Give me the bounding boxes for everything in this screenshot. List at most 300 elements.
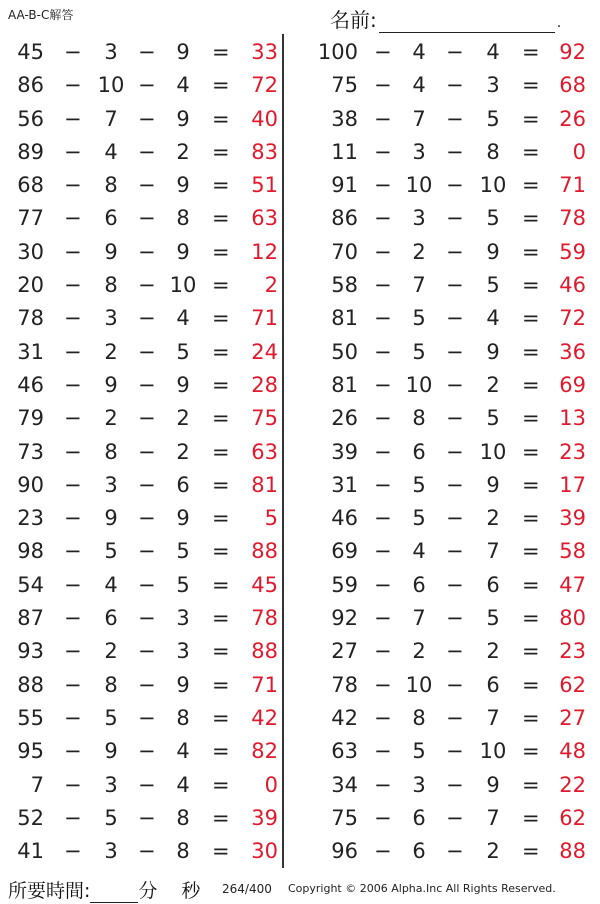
answer: 72 (559, 306, 586, 331)
answer: 78 (559, 206, 586, 231)
minuend: 75 (331, 805, 358, 830)
minuend: 55 (17, 705, 44, 730)
subtrahend-2: 2 (176, 406, 190, 431)
name-label: 名前: (330, 8, 377, 32)
subtrahend-2: 9 (176, 672, 190, 697)
minus-sign: − (138, 572, 156, 597)
subtrahend-2: 8 (486, 139, 500, 164)
equals-sign: = (212, 372, 230, 397)
seconds-blank (157, 885, 181, 903)
minus-sign: − (64, 439, 82, 464)
minus-sign: − (374, 472, 392, 497)
subtrahend-1: 5 (412, 739, 426, 764)
subtrahend-1: 4 (412, 539, 426, 564)
minus-sign: − (138, 139, 156, 164)
minuend: 75 (331, 73, 358, 98)
equals-sign: = (212, 572, 230, 597)
minuend: 96 (331, 839, 358, 864)
subtrahend-2: 5 (486, 273, 500, 298)
subtrahend-1: 8 (104, 273, 118, 298)
minus-sign: − (138, 739, 156, 764)
minus-sign: − (64, 40, 82, 64)
subtrahend-2: 6 (486, 572, 500, 597)
minutes-blank (90, 884, 138, 903)
minuend: 93 (17, 639, 44, 664)
subtrahend-1: 9 (104, 739, 118, 764)
minuend: 11 (331, 139, 358, 164)
minuend: 59 (331, 572, 358, 597)
subtrahend-2: 4 (176, 739, 190, 764)
footer (0, 874, 600, 904)
subtrahend-2: 4 (176, 772, 190, 797)
answer: 92 (559, 40, 586, 64)
equals-sign: = (212, 206, 230, 231)
subtrahend-2: 4 (486, 306, 500, 331)
subtrahend-1: 5 (412, 306, 426, 331)
minuend: 87 (17, 606, 44, 631)
subtrahend-2: 10 (479, 439, 507, 464)
answer: 59 (559, 239, 586, 264)
minus-sign: − (446, 705, 464, 730)
minuend: 81 (331, 306, 358, 331)
subtrahend-1: 2 (104, 406, 118, 431)
answer: 72 (251, 73, 278, 98)
minuend: 91 (331, 173, 358, 198)
minus-sign: − (446, 106, 464, 131)
problem-row (0, 69, 300, 102)
subtrahend-1: 8 (104, 672, 118, 697)
problem-row (300, 236, 600, 269)
answer: 48 (559, 739, 586, 764)
minus-sign: − (374, 406, 392, 431)
minuend: 27 (331, 639, 358, 664)
minuend: 73 (17, 439, 44, 464)
problem-row (300, 802, 600, 835)
minuend: 52 (17, 805, 44, 830)
equals-sign: = (212, 73, 230, 98)
minus-sign: − (374, 572, 392, 597)
subtrahend-1: 3 (412, 206, 426, 231)
minus-sign: − (374, 606, 392, 631)
equals-sign: = (212, 506, 230, 531)
subtrahend-1: 6 (412, 839, 426, 864)
problem-row (300, 402, 600, 435)
minuend: 23 (17, 506, 44, 531)
subtrahend-2: 8 (176, 705, 190, 730)
problem-row (300, 302, 600, 335)
problem-row (0, 269, 300, 302)
subtrahend-1: 5 (104, 705, 118, 730)
minuend: 46 (331, 506, 358, 531)
subtrahend-1: 7 (412, 106, 426, 131)
minus-sign: − (138, 406, 156, 431)
minus-sign: − (446, 506, 464, 531)
subtrahend-1: 6 (104, 606, 118, 631)
equals-sign: = (212, 139, 230, 164)
minus-sign: − (446, 372, 464, 397)
minuend: 45 (17, 40, 44, 64)
minus-sign: − (374, 339, 392, 364)
minus-sign: − (446, 472, 464, 497)
minus-sign: − (64, 606, 82, 631)
minus-sign: − (446, 572, 464, 597)
minus-sign: − (138, 639, 156, 664)
name-suffix: . (556, 15, 562, 31)
subtrahend-2: 7 (486, 705, 500, 730)
minus-sign: − (374, 739, 392, 764)
subtrahend-1: 6 (412, 805, 426, 830)
equals-sign: = (522, 372, 540, 397)
subtrahend-1: 5 (412, 339, 426, 364)
minus-sign: − (446, 606, 464, 631)
minus-sign: − (374, 539, 392, 564)
problem-row (300, 103, 600, 136)
minuend: 86 (331, 206, 358, 231)
page-number: 264/400 (222, 882, 272, 896)
minus-sign: − (138, 106, 156, 131)
subtrahend-1: 5 (412, 472, 426, 497)
problem-row (0, 702, 300, 735)
problem-row (0, 169, 300, 202)
minus-sign: − (138, 372, 156, 397)
subtrahend-1: 2 (104, 339, 118, 364)
minuend: 30 (17, 239, 44, 264)
minuend: 88 (17, 672, 44, 697)
minus-sign: − (138, 273, 156, 298)
subtrahend-1: 6 (104, 206, 118, 231)
subtrahend-1: 2 (412, 239, 426, 264)
minus-sign: − (374, 372, 392, 397)
answer: 33 (251, 40, 278, 64)
answer: 83 (251, 139, 278, 164)
minus-sign: − (374, 73, 392, 98)
problem-row (300, 169, 600, 202)
minuend: 63 (331, 739, 358, 764)
equals-sign: = (212, 672, 230, 697)
minuend: 56 (17, 106, 44, 131)
minus-sign: − (138, 339, 156, 364)
subtrahend-1: 3 (104, 40, 118, 64)
equals-sign: = (522, 572, 540, 597)
answer: 26 (559, 106, 586, 131)
subtrahend-1: 7 (412, 273, 426, 298)
answer: 68 (559, 73, 586, 98)
answer: 36 (559, 339, 586, 364)
problem-row (300, 569, 600, 602)
minus-sign: − (446, 239, 464, 264)
problem-row (0, 802, 300, 835)
minus-sign: − (374, 705, 392, 730)
equals-sign: = (212, 805, 230, 830)
answer: 71 (251, 306, 278, 331)
problem-row (0, 436, 300, 469)
minuend: 77 (17, 206, 44, 231)
subtrahend-1: 4 (412, 73, 426, 98)
minuend: 81 (331, 372, 358, 397)
minuend: 92 (331, 606, 358, 631)
equals-sign: = (522, 273, 540, 298)
answer: 71 (559, 173, 586, 198)
subtrahend-1: 4 (104, 139, 118, 164)
minus-sign: − (64, 239, 82, 264)
problem-row (0, 103, 300, 136)
problem-row (300, 336, 600, 369)
subtrahend-1: 3 (412, 139, 426, 164)
problem-row (0, 236, 300, 269)
subtrahend-1: 9 (104, 506, 118, 531)
equals-sign: = (212, 339, 230, 364)
minuend: 34 (331, 772, 358, 797)
answer: 23 (559, 639, 586, 664)
subtrahend-1: 6 (412, 439, 426, 464)
time-taken (8, 876, 200, 903)
equals-sign: = (522, 173, 540, 198)
subtrahend-2: 5 (176, 539, 190, 564)
minus-sign: − (64, 406, 82, 431)
minus-sign: − (64, 106, 82, 131)
subtrahend-2: 10 (479, 173, 507, 198)
subtrahend-1: 8 (104, 173, 118, 198)
right-problem-column (300, 36, 600, 868)
minus-sign: − (64, 273, 82, 298)
problem-row (300, 735, 600, 768)
problem-row (0, 469, 300, 502)
problem-row (300, 602, 600, 635)
subtrahend-2: 8 (176, 206, 190, 231)
minus-sign: − (446, 805, 464, 830)
minus-sign: − (446, 639, 464, 664)
equals-sign: = (522, 406, 540, 431)
subtrahend-1: 10 (405, 372, 433, 397)
minuend: 26 (331, 406, 358, 431)
minus-sign: − (64, 73, 82, 98)
equals-sign: = (522, 206, 540, 231)
problem-row (0, 769, 300, 802)
answer: 78 (251, 606, 278, 631)
answer: 0 (264, 772, 278, 797)
answer: 63 (251, 439, 278, 464)
answer: 39 (559, 506, 586, 531)
answer: 88 (251, 539, 278, 564)
answer: 80 (559, 606, 586, 631)
minuend: 78 (331, 672, 358, 697)
minus-sign: − (374, 805, 392, 830)
minus-sign: − (64, 339, 82, 364)
subtrahend-2: 9 (486, 772, 500, 797)
equals-sign: = (212, 406, 230, 431)
minus-sign: − (64, 772, 82, 797)
problem-row (300, 669, 600, 702)
minus-sign: − (138, 705, 156, 730)
subtrahend-2: 8 (176, 839, 190, 864)
minus-sign: − (64, 805, 82, 830)
minus-sign: − (446, 439, 464, 464)
equals-sign: = (212, 839, 230, 864)
answer: 62 (559, 805, 586, 830)
problem-row (300, 835, 600, 868)
problem-row (0, 36, 300, 69)
minus-sign: − (446, 839, 464, 864)
subtrahend-1: 8 (104, 439, 118, 464)
equals-sign: = (522, 805, 540, 830)
equals-sign: = (522, 139, 540, 164)
subtrahend-2: 4 (176, 73, 190, 98)
subtrahend-2: 5 (176, 572, 190, 597)
problem-row (0, 669, 300, 702)
minuend: 98 (17, 539, 44, 564)
equals-sign: = (522, 306, 540, 331)
subtrahend-2: 2 (486, 372, 500, 397)
subtrahend-1: 6 (412, 572, 426, 597)
minus-sign: − (446, 73, 464, 98)
minus-sign: − (64, 705, 82, 730)
subtrahend-2: 3 (486, 73, 500, 98)
minuend: 46 (17, 372, 44, 397)
subtrahend-1: 4 (104, 572, 118, 597)
equals-sign: = (522, 106, 540, 131)
minus-sign: − (64, 139, 82, 164)
equals-sign: = (212, 40, 230, 64)
subtrahend-2: 5 (486, 406, 500, 431)
minus-sign: − (374, 839, 392, 864)
minus-sign: − (64, 506, 82, 531)
minus-sign: − (138, 173, 156, 198)
subtrahend-1: 2 (104, 639, 118, 664)
subtrahend-2: 2 (486, 639, 500, 664)
equals-sign: = (212, 772, 230, 797)
subtrahend-1: 10 (97, 73, 125, 98)
problem-row (300, 769, 600, 802)
subtrahend-1: 5 (104, 539, 118, 564)
subtrahend-2: 9 (176, 372, 190, 397)
answer: 12 (251, 239, 278, 264)
problem-row (300, 269, 600, 302)
equals-sign: = (212, 239, 230, 264)
minuend: 20 (17, 273, 44, 298)
minus-sign: − (374, 139, 392, 164)
subtrahend-2: 9 (176, 506, 190, 531)
minus-sign: − (374, 239, 392, 264)
subtrahend-1: 4 (412, 40, 426, 64)
minus-sign: − (374, 40, 392, 64)
name-blank (379, 12, 555, 33)
answer: 42 (251, 705, 278, 730)
answer: 2 (264, 273, 278, 298)
answer: 82 (251, 739, 278, 764)
answer: 28 (251, 372, 278, 397)
equals-sign: = (212, 539, 230, 564)
minus-sign: − (374, 672, 392, 697)
equals-sign: = (212, 606, 230, 631)
equals-sign: = (212, 273, 230, 298)
subtrahend-2: 9 (486, 472, 500, 497)
subtrahend-1: 3 (104, 472, 118, 497)
answer: 69 (559, 372, 586, 397)
problem-row (0, 535, 300, 568)
minus-sign: − (446, 739, 464, 764)
minus-sign: − (446, 173, 464, 198)
minus-sign: − (374, 772, 392, 797)
minus-sign: − (446, 406, 464, 431)
subtrahend-2: 5 (176, 339, 190, 364)
minus-sign: − (446, 339, 464, 364)
minus-sign: − (138, 306, 156, 331)
minus-sign: − (138, 206, 156, 231)
problem-row (0, 569, 300, 602)
equals-sign: = (522, 40, 540, 64)
minus-sign: − (446, 206, 464, 231)
minus-sign: − (64, 306, 82, 331)
minus-sign: − (374, 106, 392, 131)
subtrahend-2: 5 (486, 606, 500, 631)
minus-sign: − (138, 606, 156, 631)
subtrahend-2: 9 (176, 106, 190, 131)
equals-sign: = (212, 173, 230, 198)
minuend: 79 (17, 406, 44, 431)
equals-sign: = (522, 439, 540, 464)
problem-row (0, 635, 300, 668)
answer: 62 (559, 672, 586, 697)
answer: 0 (572, 139, 586, 164)
problem-row (0, 336, 300, 369)
minus-sign: − (138, 772, 156, 797)
minus-sign: − (138, 40, 156, 64)
problem-row (300, 469, 600, 502)
answer: 71 (251, 672, 278, 697)
answer: 46 (559, 273, 586, 298)
subtrahend-1: 7 (412, 606, 426, 631)
answer: 22 (559, 772, 586, 797)
minus-sign: − (64, 173, 82, 198)
answer: 75 (251, 406, 278, 431)
problem-row (300, 369, 600, 402)
minus-sign: − (64, 372, 82, 397)
equals-sign: = (522, 672, 540, 697)
answer: 24 (251, 339, 278, 364)
subtrahend-1: 5 (104, 805, 118, 830)
minus-sign: − (64, 206, 82, 231)
problem-row (0, 402, 300, 435)
subtrahend-1: 9 (104, 239, 118, 264)
minus-sign: − (64, 639, 82, 664)
equals-sign: = (522, 739, 540, 764)
problem-row (0, 202, 300, 235)
minuend: 78 (17, 306, 44, 331)
minus-sign: − (138, 539, 156, 564)
answer: 5 (264, 506, 278, 531)
minus-sign: − (446, 306, 464, 331)
subtrahend-2: 7 (486, 805, 500, 830)
subtrahend-1: 8 (412, 705, 426, 730)
equals-sign: = (522, 606, 540, 631)
minus-sign: − (138, 506, 156, 531)
problem-row (300, 702, 600, 735)
name-field (330, 4, 561, 33)
minuend: 86 (17, 73, 44, 98)
equals-sign: = (522, 772, 540, 797)
minus-sign: − (374, 273, 392, 298)
equals-sign: = (522, 73, 540, 98)
subtrahend-1: 2 (412, 639, 426, 664)
problem-row (300, 635, 600, 668)
time-label: 所要時間: (8, 880, 91, 902)
minus-sign: − (138, 472, 156, 497)
problem-row (300, 136, 600, 169)
subtrahend-2: 9 (486, 339, 500, 364)
subtrahend-2: 4 (176, 306, 190, 331)
equals-sign: = (522, 339, 540, 364)
answer: 23 (559, 439, 586, 464)
